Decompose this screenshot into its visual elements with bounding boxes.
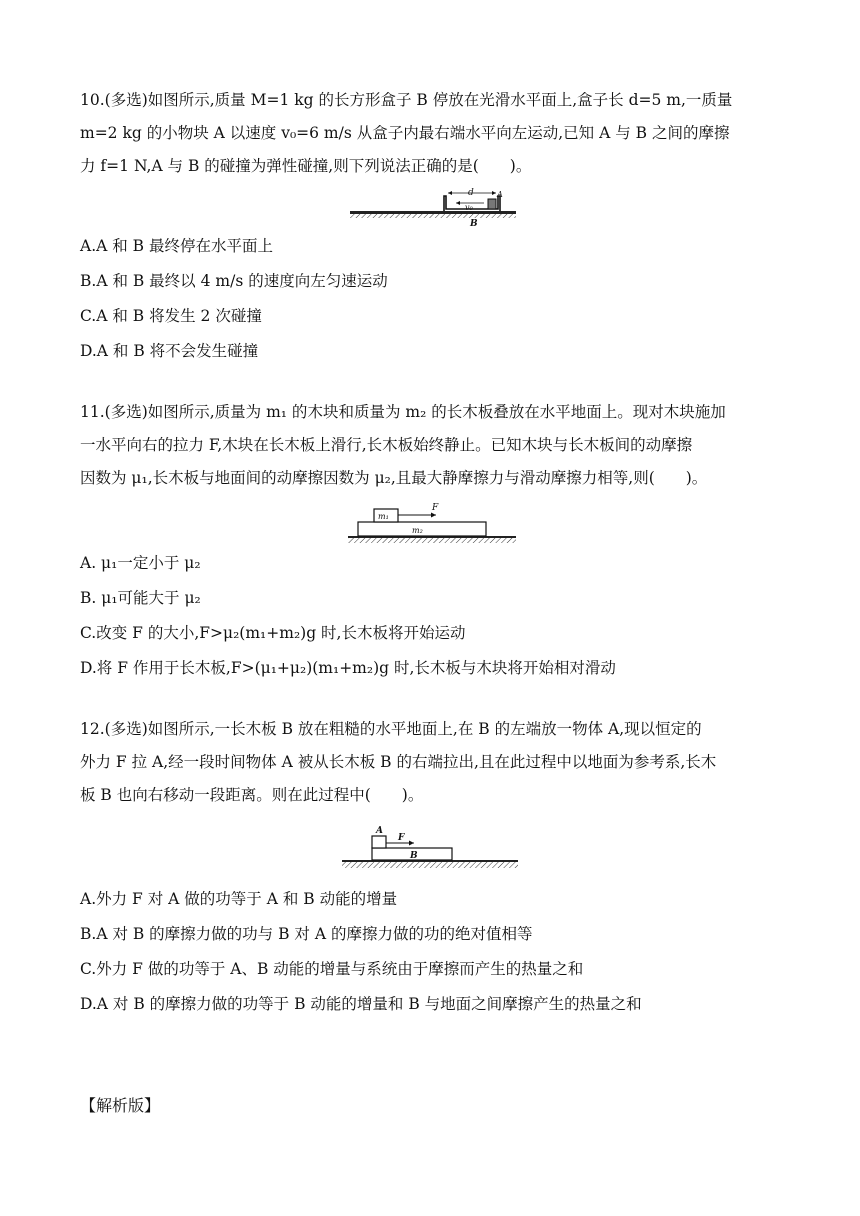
option-list: [80, 553, 792, 678]
label-d: d: [468, 188, 474, 198]
option-b[interactable]: B.A 和 B 最终以 4 m/s 的速度向左匀速运动: [80, 272, 388, 290]
option-list: [80, 889, 792, 1014]
ground-hatch: [350, 214, 516, 218]
option-a[interactable]: A.A 和 B 最终停在水平面上: [80, 237, 273, 255]
answer-section-heading: 【解析版】: [80, 1096, 161, 1115]
stem-line: 板 B 也向右移动一段距离。则在此过程中( )。: [80, 786, 424, 804]
label-b: B: [470, 219, 478, 228]
stem-line: 力 f=1 N,A 与 B 的碰撞为弹性碰撞,则下列说法正确的是( )。: [80, 157, 532, 175]
option-a[interactable]: A. μ₁一定小于 μ₂: [80, 554, 201, 572]
block-a: [488, 199, 496, 209]
label-v0: v₀: [465, 203, 473, 212]
option-d[interactable]: D.将 F 作用于长木板,F>(μ₁+μ₂)(m₁+m₂)g 时,长木板与木块将开始相对滑动: [80, 659, 616, 677]
stem-line: 12.(多选)如图所示,一长木板 B 放在粗糙的水平地面上,在 B 的左端放一物体 A,现以恒定的: [80, 720, 702, 738]
label-f: F: [432, 503, 439, 513]
figure-q10-box-on-surface: [348, 186, 518, 228]
option-d[interactable]: D.A 和 B 将不会发生碰撞: [80, 342, 259, 360]
question-12-stem: [80, 713, 792, 812]
ground-surface: [350, 211, 516, 214]
option-c[interactable]: C.A 和 B 将发生 2 次碰撞: [80, 307, 262, 325]
option-c[interactable]: C.改变 F 的大小,F>μ₂(m₁+m₂)g 时,长木板将开始运动: [80, 624, 466, 642]
stem-line: 外力 F 拉 A,经一段时间物体 A 被从长木板 B 的右端拉出,且在此过程中以地面为参考系,长木: [80, 753, 717, 771]
figure-q12-block-on-board: [340, 822, 520, 872]
block-a: [372, 836, 386, 848]
question-11-stem: [80, 396, 792, 495]
option-b[interactable]: B.A 对 B 的摩擦力做的功与 B 对 A 的摩擦力做的功的绝对值相等: [80, 925, 533, 943]
stem-line: 因数为 μ₁,长木板与地面间的动摩擦因数为 μ₂,且最大静摩擦力与滑动摩擦力相等,则( )。: [80, 469, 708, 487]
label-f: F: [398, 833, 405, 843]
label-b: B: [410, 851, 418, 861]
label-a: A: [376, 826, 383, 836]
stem-line: 11.(多选)如图所示,质量为 m₁ 的木块和质量为 m₂ 的长木板叠放在水平地面上。现对木块施加: [80, 403, 726, 421]
option-d[interactable]: D.A 对 B 的摩擦力做的功等于 B 动能的增量和 B 与地面之间摩擦产生的热量之和: [80, 995, 642, 1013]
stem-line: 一水平向右的拉力 F,木块在长木板上滑行,长木板始终静止。已知木块与长木板间的动摩擦: [80, 436, 693, 454]
option-b[interactable]: B. μ₁可能大于 μ₂: [80, 589, 201, 607]
stem-line: 10.(多选)如图所示,质量 M=1 kg 的长方形盒子 B 停放在光滑水平面上,盒子长 d=5 m,一质量: [80, 91, 733, 109]
label-m2: m₂: [412, 526, 423, 535]
question-10-stem: [80, 84, 792, 183]
figure-q11-block-on-board: [346, 500, 518, 546]
ground-hatch: [342, 862, 518, 868]
stem-line: m=2 kg 的小物块 A 以速度 v₀=6 m/s 从盒子内最右端水平向左运动,已知 A 与 B 之间的摩擦: [80, 124, 730, 142]
label-a: A: [497, 190, 503, 199]
option-c[interactable]: C.外力 F 做的功等于 A、B 动能的增量与系统由于摩擦而产生的热量之和: [80, 960, 584, 978]
label-m1: m₁: [378, 512, 389, 521]
option-a[interactable]: A.外力 F 对 A 做的功等于 A 和 B 动能的增量: [80, 890, 398, 908]
option-list: [80, 236, 792, 361]
ground-hatch: [348, 538, 516, 543]
